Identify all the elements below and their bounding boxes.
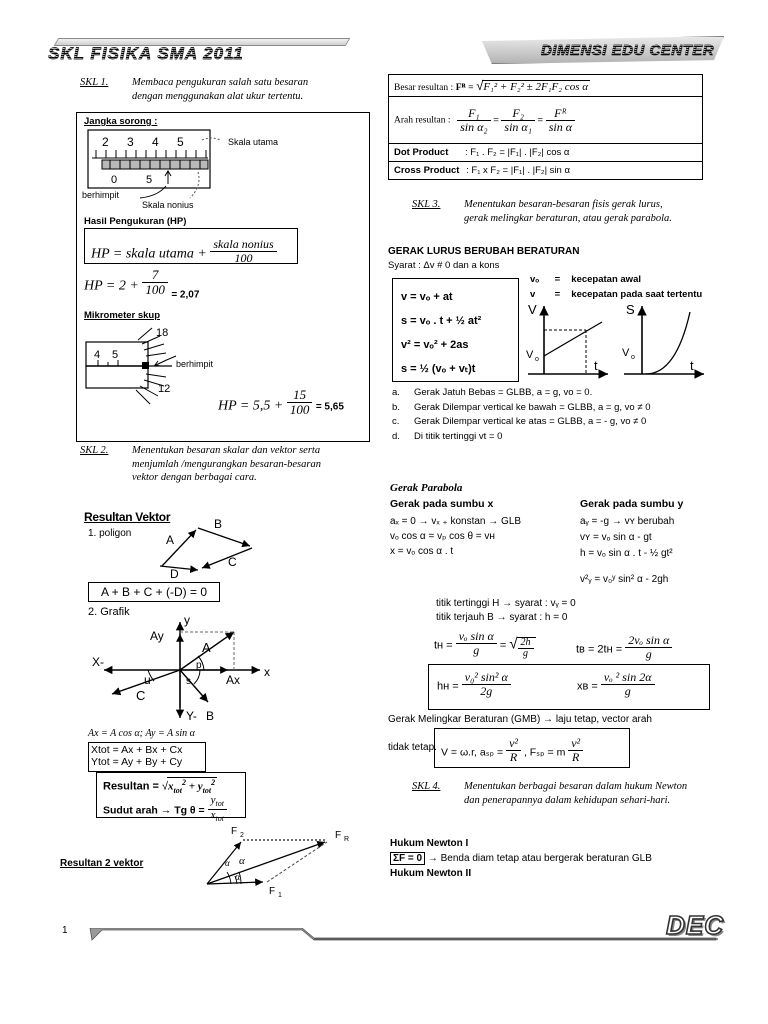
svg-text:2: 2 bbox=[240, 832, 244, 839]
svg-text:α: α bbox=[225, 858, 230, 868]
skl1-text: Membaca pengukuran salah satu besaran dengan menggunakan alat ukur tertentu. bbox=[132, 77, 309, 102]
skl3-heading bbox=[412, 198, 702, 225]
callout-skala-utama: Skala utama bbox=[228, 137, 279, 147]
hp-term1: skala utama bbox=[125, 246, 194, 262]
tg-den: $x_{tot}$ bbox=[208, 809, 227, 824]
note-item: a. Gerak Jatuh Bebas = GLBB, a = g, vo = 0. bbox=[392, 387, 593, 398]
svg-text:5: 5 bbox=[177, 135, 184, 149]
callout-skala-nonius: Skala nonius bbox=[142, 200, 194, 210]
svg-text:R: R bbox=[344, 836, 350, 843]
resultan-formula-box bbox=[96, 772, 246, 823]
equation-line: h = vₒ sin α . t - ½ gt² bbox=[580, 548, 673, 559]
hp-example bbox=[84, 268, 199, 301]
gmb-asp-num: v² bbox=[509, 736, 519, 750]
arah-f3: Fᴿ bbox=[554, 105, 567, 120]
table-row bbox=[389, 97, 703, 144]
svg-text:α: α bbox=[239, 855, 245, 867]
mic-ex-num: 15 bbox=[293, 387, 307, 402]
svg-text:o: o bbox=[535, 356, 539, 363]
skl1-tag: SKL 1. bbox=[80, 77, 109, 88]
mic-ex-den: 100 bbox=[287, 402, 313, 417]
svg-text:D: D bbox=[170, 567, 179, 580]
svg-text:V: V bbox=[526, 349, 534, 361]
resultan-2-vektor-diagram bbox=[195, 822, 390, 900]
newton1-title: Hukum Newton I bbox=[390, 838, 469, 849]
svg-text:α: α bbox=[235, 872, 241, 883]
dot-product-label: Dot Product bbox=[394, 147, 449, 158]
svg-text:2: 2 bbox=[102, 135, 109, 149]
svg-text:s: s bbox=[186, 676, 191, 687]
note-item: c. Gerak Dilempar vertical ke atas = GLBB, a = - g, vo ≠ 0 bbox=[392, 416, 647, 427]
hp-ex-whole: 2 bbox=[118, 278, 126, 294]
skl1-heading bbox=[80, 76, 350, 103]
hp-num: skala nonius bbox=[213, 237, 274, 251]
parabola-title: Gerak Parabola bbox=[390, 482, 463, 494]
skl4-tag: SKL 4. bbox=[412, 781, 441, 792]
svg-text:y: y bbox=[184, 613, 190, 627]
rad-plus: + bbox=[188, 780, 196, 793]
xtot-line: Xtot = Ax + Bx + Cx bbox=[91, 744, 183, 756]
hp-lhs: HP = bbox=[91, 246, 123, 262]
newton2-title: Hukum Newton II bbox=[390, 868, 472, 879]
velocity-time-graph bbox=[524, 300, 612, 382]
syarat-h: titik tertinggi H → syarat : vᵧ = 0 bbox=[436, 598, 576, 609]
svg-text:F: F bbox=[269, 886, 276, 897]
svg-text:18: 18 bbox=[156, 327, 169, 339]
svg-text:B: B bbox=[214, 518, 223, 531]
resultan-lhs: Resultan = bbox=[103, 780, 159, 793]
vector-formula-table bbox=[388, 74, 703, 180]
besar-resultan-expr: Fᴿ = bbox=[455, 83, 474, 93]
resultan-line2 bbox=[103, 795, 227, 823]
brand-title: DIMENSI EDU CENTER bbox=[540, 42, 714, 59]
rad-y-sub: tot bbox=[202, 785, 212, 795]
svg-text:5: 5 bbox=[112, 349, 119, 361]
hp-ex-plus: + bbox=[129, 278, 139, 294]
svg-text:V: V bbox=[622, 347, 630, 359]
hp-ex-den: 100 bbox=[142, 282, 168, 297]
tb-formula bbox=[576, 634, 672, 660]
glbb-formula-4: s = ½ (vₒ + vₜ)t bbox=[401, 363, 476, 375]
cross-product-label: Cross Product bbox=[394, 165, 460, 176]
svg-text:4: 4 bbox=[94, 349, 101, 361]
hp-ex-lhs: HP = bbox=[84, 278, 116, 294]
mic-ex-result: = 5,65 bbox=[315, 401, 344, 413]
svg-text:p: p bbox=[196, 660, 202, 671]
newton1-description: → Benda diam tetap atau bergerak beraturan GLB bbox=[427, 853, 652, 864]
svg-text:A: A bbox=[202, 640, 211, 655]
svg-text:3: 3 bbox=[127, 135, 134, 149]
poligon-diagram bbox=[140, 518, 290, 580]
svg-text:Ax: Ax bbox=[226, 673, 241, 687]
skl3-tag: SKL 3. bbox=[412, 199, 441, 210]
dot-product-cell bbox=[389, 144, 703, 162]
hh-num: v₀² sin² α bbox=[464, 670, 508, 684]
svg-text:0: 0 bbox=[111, 174, 118, 186]
th-den: g bbox=[456, 643, 497, 657]
syarat-b: titik terjauh B → syarat : h = 0 bbox=[436, 612, 568, 623]
rad-y: y bbox=[197, 780, 203, 793]
gmb-fsp-num: v² bbox=[571, 736, 581, 750]
th-rad-num: 2h bbox=[520, 636, 531, 648]
table-row bbox=[389, 75, 703, 97]
xb-lhs: xʙ = bbox=[577, 680, 598, 693]
skl4-heading bbox=[412, 780, 702, 807]
callout-berhimpit: berhimpit bbox=[82, 190, 120, 200]
arrow-glyph: → bbox=[160, 804, 172, 817]
svg-text:o: o bbox=[631, 354, 635, 361]
glbb-legend bbox=[530, 272, 702, 302]
svg-text:S: S bbox=[626, 302, 635, 317]
tg-num: $y_{tot}$ bbox=[210, 794, 224, 809]
svg-text:Y-: Y- bbox=[186, 709, 197, 723]
document-title: SKL FISIKA SMA 2011 bbox=[48, 44, 244, 63]
arah-eq2: = bbox=[537, 114, 544, 126]
equation-line: x = vₒ cos α . t bbox=[390, 546, 454, 557]
footer-logo: DEC bbox=[666, 910, 724, 940]
gmb-line1: Gerak Melingkar Beraturan (GMB) → laju tetap, vector arah bbox=[388, 714, 652, 725]
rad-y-sup: 2 bbox=[211, 778, 216, 787]
table-row bbox=[389, 144, 703, 162]
poligon-label: 1. poligon bbox=[88, 528, 132, 539]
hh-formula bbox=[437, 671, 511, 697]
header-right-banner bbox=[464, 36, 724, 66]
equation-line: vₒ cos α = vₚ cos θ = vʜ bbox=[390, 531, 495, 542]
mic-ex-plus: + bbox=[273, 398, 284, 414]
arah-eq1: = bbox=[493, 114, 499, 126]
th-rad-den: g bbox=[518, 648, 534, 660]
svg-text:t: t bbox=[594, 358, 598, 373]
resultan-line1: Resultan = $√x_{tot}^2 + y_{tot}^2$ bbox=[103, 778, 216, 795]
svg-text:C: C bbox=[136, 688, 146, 703]
jangka-sorong-label: Jangka sorong : bbox=[84, 116, 158, 127]
mikrometer-label: Mikrometer skup bbox=[84, 310, 161, 321]
hp-ex-result: = 2,07 bbox=[171, 289, 200, 301]
svg-text:t: t bbox=[690, 358, 694, 373]
glbb-formula-1: v = vₒ + at bbox=[401, 291, 453, 303]
callout-berhimpit-mic: berhimpit bbox=[176, 359, 214, 369]
rad-x: x bbox=[168, 780, 174, 793]
glbb-formula-3: v² = vₒ² + 2as bbox=[401, 339, 469, 351]
page-number: 1 bbox=[62, 925, 68, 936]
legend-row: v = kecepatan pada saat tertentu bbox=[530, 289, 703, 300]
svg-text:A: A bbox=[166, 533, 175, 547]
footer-rule bbox=[88, 928, 720, 942]
tb-num: 2vₒ sin α bbox=[628, 633, 670, 647]
svg-text:C: C bbox=[228, 555, 237, 569]
gmb-formula-box bbox=[434, 728, 630, 768]
svg-text:F: F bbox=[231, 826, 238, 837]
hp-plus: + bbox=[197, 246, 207, 262]
rad-x-sup: 2 bbox=[182, 778, 186, 787]
arah-d1: sin α₂ bbox=[457, 120, 490, 134]
arah-resultan-label: Arah resultan : bbox=[394, 115, 451, 126]
glbb-formula-2: s = vₒ . t + ½ at² bbox=[401, 315, 482, 327]
resultan-vektor-title: Resultan Vektor bbox=[84, 510, 171, 524]
gmb-fsp-den: R bbox=[568, 750, 583, 764]
mic-ex-lhs: HP = bbox=[218, 398, 250, 414]
glbb-syarat: Syarat : Δv # 0 dan a kons bbox=[388, 260, 500, 271]
skl4-text: Menentukan berbagai besaran dalam hukum Newton dan penerapannya dalam kehidupan sehari-hari. bbox=[464, 781, 688, 806]
glbb-formula-box bbox=[392, 278, 519, 382]
svg-text:12: 12 bbox=[158, 383, 171, 395]
mic-ex-whole: 5,5 bbox=[252, 398, 271, 414]
mic-example bbox=[218, 388, 344, 416]
svg-text:V: V bbox=[528, 302, 537, 317]
hh-xb-box bbox=[428, 664, 710, 710]
equation-line: aᵧ = -g → vʏ berubah bbox=[580, 516, 675, 527]
tb-lhs: tʙ = 2tʜ = bbox=[576, 643, 623, 656]
gmb-line2: tidak tetap. bbox=[388, 742, 437, 753]
rad-x-sub: tot bbox=[173, 785, 182, 795]
equation-line: v²ᵧ = v₀ʸ sin² α - 2gh bbox=[580, 574, 669, 585]
gmb-fsp: , Fₛₚ = m bbox=[523, 746, 566, 759]
svg-text:Ay: Ay bbox=[150, 629, 164, 643]
poligon-equation: A + B + C + (-D) = 0 bbox=[88, 582, 220, 602]
cross-product-expr: : F₁ x F₂ = |F₁| . |F₂| sin α bbox=[466, 165, 570, 176]
gmb-asp: aₛₚ = bbox=[479, 746, 504, 759]
skl2-text: Menentukan besaran skalar dan vektor serta menjumlah /mengurangkan besaran-besaran vektor dengan berbagai cara. bbox=[132, 445, 321, 483]
equation-line: vʏ = vₒ sin α - gt bbox=[580, 532, 652, 543]
note-item: b. Gerak Dilempar vertical ke bawah = GLBB, a = g, vo ≠ 0 bbox=[392, 401, 651, 413]
svg-text:B: B bbox=[206, 709, 215, 723]
hp-ex-num: 7 bbox=[151, 267, 159, 282]
svg-text:u: u bbox=[144, 673, 151, 687]
hh-den: 2g bbox=[462, 684, 511, 698]
hp-formula-box bbox=[84, 228, 298, 264]
arah-f2: F₂ bbox=[512, 105, 524, 120]
svg-text:F: F bbox=[335, 830, 342, 841]
equation-line: aₓ = 0 → vₓ ₊ konstan → GLB bbox=[390, 516, 522, 527]
grafik-label: 2. Grafik bbox=[88, 606, 130, 618]
arah-f1: F₁ bbox=[468, 105, 480, 120]
sumbu-y-equations bbox=[580, 514, 674, 588]
legend-row: vₒ = kecepatan awal bbox=[530, 274, 641, 285]
glbb-notes bbox=[392, 386, 708, 444]
resultan-2-vektor-label: Resultan 2 vektor bbox=[60, 858, 144, 869]
xb-formula bbox=[577, 671, 655, 697]
hp-den: 100 bbox=[210, 251, 276, 265]
besar-resultan-label: Besar resultan : bbox=[394, 83, 454, 93]
besar-resultan-radicand: F₁² + F₂² ± 2F₁F₂ cos α bbox=[483, 81, 588, 93]
sumbu-x-title: Gerak pada sumbu x bbox=[390, 498, 494, 510]
gmb-v: V = ω.r, bbox=[441, 746, 477, 759]
skl2-heading bbox=[80, 444, 360, 485]
arah-resultan-cell bbox=[389, 97, 703, 144]
svg-text:x: x bbox=[264, 665, 270, 679]
th-eq: = bbox=[499, 639, 507, 652]
sumbu-y-title: Gerak pada sumbu y bbox=[580, 498, 684, 510]
svg-text:1: 1 bbox=[278, 892, 282, 899]
th-lhs: tʜ = bbox=[434, 639, 453, 652]
tg-theta: Tg θ = bbox=[174, 804, 205, 817]
skl3-text: Menentukan besaran-besaran fisis gerak lurus, gerak melingkar beraturan, atau gerak parabola. bbox=[464, 199, 672, 224]
th-num: vₒ sin α bbox=[458, 629, 494, 643]
hasil-pengukuran-label: Hasil Pengukuran (HP) bbox=[84, 216, 187, 227]
sudut-arah-label: Sudut arah bbox=[103, 804, 158, 817]
ytot-line: Ytot = Ay + By + Cy bbox=[91, 756, 183, 768]
sumbu-x-equations bbox=[390, 514, 521, 559]
svg-text:5: 5 bbox=[146, 174, 153, 186]
svg-text:4: 4 bbox=[152, 135, 159, 149]
gmb-asp-den: R bbox=[506, 750, 521, 764]
grafik-vector-diagram bbox=[78, 608, 308, 728]
displacement-time-graph bbox=[620, 300, 708, 382]
table-row bbox=[389, 162, 703, 180]
dot-product-expr: : F₁ . F₂ = |F₁| . |F₂| cos α bbox=[465, 147, 570, 158]
cross-product-cell bbox=[389, 162, 703, 180]
glbb-title: GERAK LURUS BERUBAH BERATURAN bbox=[388, 246, 580, 257]
newton1-equation-box: ΣF = 0 bbox=[390, 852, 425, 865]
note-item: d. Di titik tertinggi vt = 0 bbox=[392, 430, 503, 442]
caliper-diagram bbox=[80, 128, 365, 212]
th-formula: tʜ = $\frac{\text{vₒ sin α}}{g}$ = √ $\frac{2h}{g}$ bbox=[434, 630, 536, 660]
besar-resultan-cell: Besar resultan : Fᴿ = √F₁² + F₂² ± 2F₁F₂ cos α bbox=[389, 75, 703, 97]
svg-text:X-: X- bbox=[92, 655, 104, 669]
hh-lhs: hʜ = bbox=[437, 680, 459, 693]
skl2-tag: SKL 2. bbox=[80, 445, 109, 456]
header-left-banner bbox=[48, 38, 348, 64]
arah-d3: sin α bbox=[546, 120, 575, 134]
xb-num: vₒ ² sin 2α bbox=[603, 670, 652, 684]
arah-d2: sin α₁ bbox=[501, 120, 534, 134]
totals-box bbox=[88, 742, 206, 772]
component-equations: Ax = A cos α; Ay = A sin α bbox=[88, 728, 195, 739]
xb-den: g bbox=[601, 684, 655, 698]
tb-den: g bbox=[625, 647, 672, 661]
newton1-line bbox=[390, 852, 652, 865]
